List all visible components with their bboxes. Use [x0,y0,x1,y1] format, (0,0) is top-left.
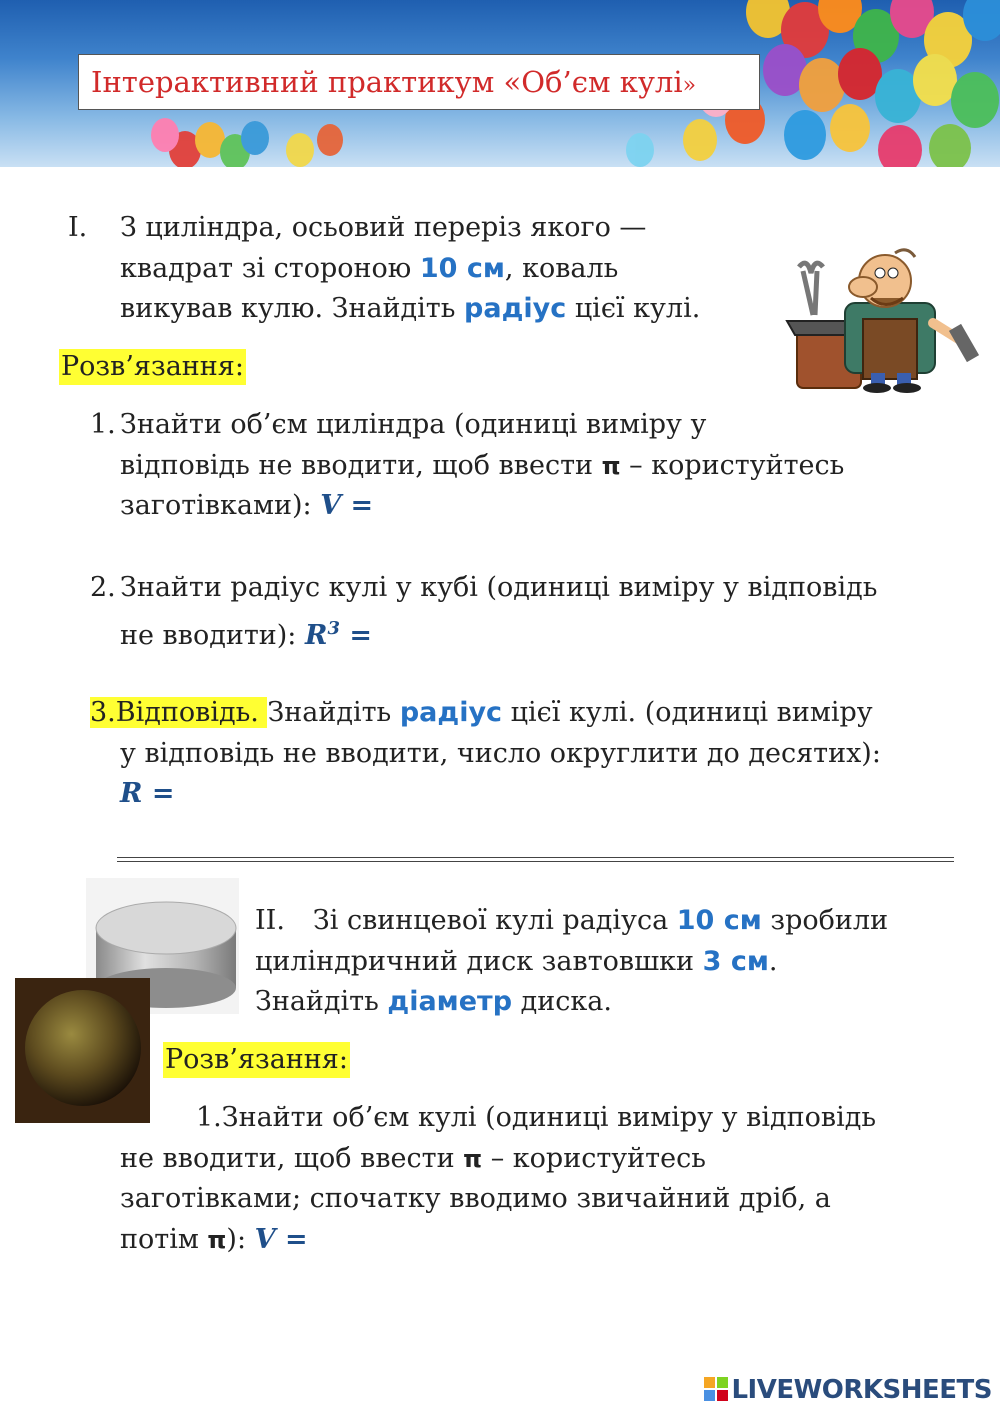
radius-cubed-equals: = [339,619,372,651]
task2-line1-pre: Зі свинцевої кулі радіуса [312,905,677,936]
step21-line4 [120,1220,876,1261]
task1-line2 [120,249,700,290]
step21-text [120,1098,876,1260]
task1-line2-pre: квадрат зі стороною [120,252,420,284]
section-divider [117,857,954,858]
step21-line3: заготівками; спочатку вводимо звичайний дріб, а [120,1183,831,1214]
page-title-quote: » [682,73,697,98]
step1-text [120,405,844,527]
task2-line2 [255,942,888,983]
section-divider-second [117,861,954,862]
page-title [78,54,760,110]
step1-number: 1. [90,409,116,440]
task1-numeral: I. [68,212,88,243]
task2-line1-post: зробили [761,905,889,936]
step21-line2-post: – користуйтесь [482,1142,706,1174]
step2-text [120,568,877,656]
radius-answer-formula: R = [120,778,175,809]
task2-diameter-word: діаметр [387,986,513,1017]
brand-text: LIVEWORKSHEETS [731,1375,992,1405]
cylinder-volume-formula: V = [320,490,374,521]
step21-line4-post: ): [226,1223,255,1255]
step3-line1-post: цієї кулі. (одиниці виміру [502,697,873,728]
step1-line2-pre: відповідь не вводити, щоб ввести [120,449,602,481]
pi-symbol: π [463,1144,483,1173]
task2-thickness-value: 3 см [702,945,769,977]
task1-line3 [120,289,700,330]
radius-cubed-exponent: 3 [327,617,340,639]
task2-line1 [255,901,888,942]
radius-cubed-formula [304,617,372,651]
task1-line3-post: цієї кулі. [566,293,701,324]
task2-line2-post: . [768,945,778,977]
step2-line1: Знайти радіус кулі у кубі (одиниці виміру у відповідь [120,572,878,603]
pi-symbol: π [601,451,621,480]
step3-line3 [90,774,881,815]
step3-line1-pre: Знайдіть [267,697,400,728]
task2-line3-post: диска. [512,986,612,1017]
step21-line1: 1.Знайти об’єм кулі (одиниці виміру у відповідь [196,1102,877,1133]
solution1-label: Розв’язання: [59,349,246,385]
task1-radius-word: радіус [464,293,567,324]
step21-line2-pre: не вводити, щоб ввести [120,1142,464,1174]
page-title-text: Інтерактивний практикум «Об’єм кулі [91,65,683,99]
step3-radius-word: радіус [399,697,503,728]
liveworksheets-logo[interactable] [704,1375,992,1405]
task2-numeral: II. [255,905,285,936]
step3-text [90,693,881,815]
task2-line3-pre: Знайдіть [255,986,388,1017]
step3-line2: у відповідь не вводити, число округлити до десятих): [120,737,881,769]
step2-line2-text: не вводити): [120,619,305,651]
step3-line1 [90,693,881,734]
task2-line3 [255,982,888,1023]
step2-number: 2. [90,572,116,603]
task2-radius-value: 10 см [676,905,762,936]
step1-line3 [120,486,844,527]
pi-symbol-second: π [207,1225,227,1254]
step1-line3-text: заготівками): [120,490,321,521]
step1-line1: Знайти об’єм циліндра (одиниці виміру у [120,409,707,440]
solution2-label: Розв’язання: [163,1042,350,1078]
task1-line1: З циліндра, осьовий переріз якого — [120,212,647,243]
blacksmith-illustration [785,243,990,393]
task1-line3-pre: викував кулю. Знайдіть [120,293,465,324]
task1-statement [120,208,700,330]
step21-line4-pre: потім [120,1223,208,1255]
sphere-volume-formula: V = [254,1223,308,1255]
step21-line2 [120,1139,876,1180]
step1-line2 [120,446,844,487]
task2-statement [255,901,888,1023]
radius-cubed-base: R [304,619,328,651]
task1-line2-post: , коваль [504,252,619,284]
step2-line2 [120,609,877,657]
task1-side-value: 10 см [419,252,505,284]
step1-line2-post: – користуйтесь [620,449,845,481]
logo-grid-icon [704,1377,728,1401]
task2-line2-pre: циліндричний диск завтовшки [255,945,703,977]
answer-label: 3.Відповідь. [90,697,268,728]
